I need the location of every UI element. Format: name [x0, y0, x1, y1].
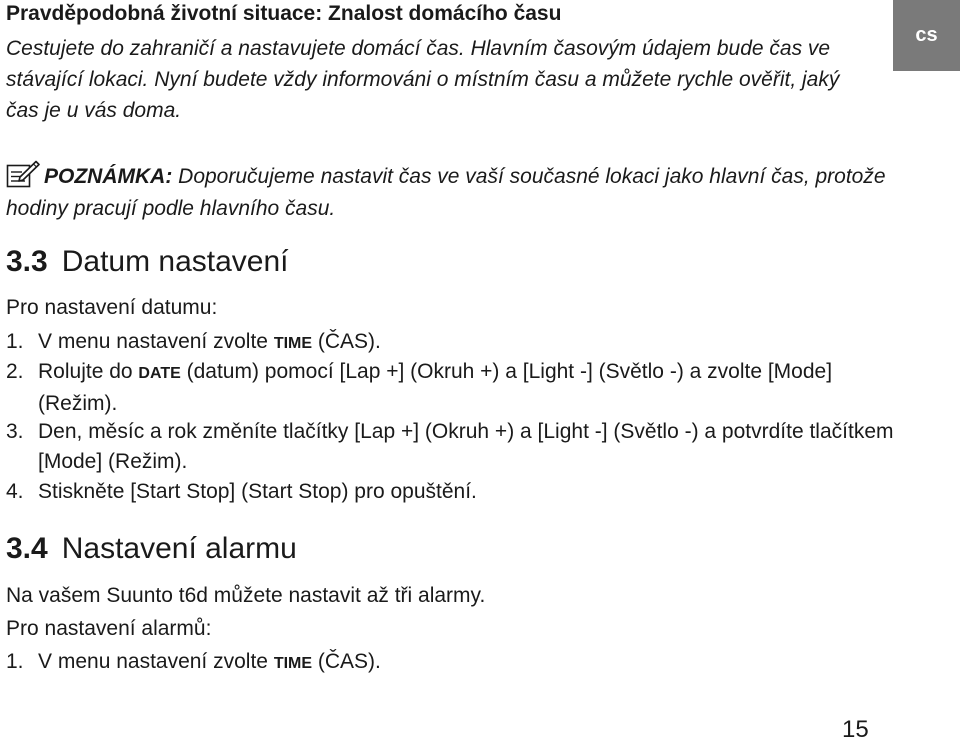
page-number: 15 [842, 716, 869, 743]
step-text: Rolujte do DATE (datum) pomocí [Lap +] (Okruh +) a [Light -] (Světlo -) a zvolte [Mode] (Režim). [38, 360, 833, 415]
note-text: Doporučujeme nastavit čas ve vaší současné lokaci jako hlavní čas, protože hodiny pracují podle hlavního času. [6, 165, 886, 220]
step-text: Stiskněte [Start Stop] (Start Stop) pro opuštění. [38, 480, 477, 503]
step-text: Den, měsíc a rok změníte tlačítky [Lap +] (Okruh +) a [Light -] (Světlo -) a potvrdíte tlačítkem [Mode] (Režim). [38, 420, 894, 473]
section-heading-alarm [6, 532, 297, 566]
list-item [6, 357, 906, 419]
situation-title: Pravděpodobná životní situace: Znalost domácího času [6, 2, 562, 25]
step-number: 3. [6, 420, 24, 443]
list-item [6, 327, 906, 359]
menu-keyword: TIME [273, 655, 313, 672]
section-intro: Pro nastavení datumu: [6, 296, 218, 319]
note-block [6, 160, 886, 225]
section-title: Nastavení alarmu [61, 532, 297, 565]
note-pencil-icon [6, 160, 40, 188]
language-badge: cs [893, 0, 960, 71]
section-intro: Pro nastavení alarmů: [6, 617, 212, 640]
step-number: 1. [6, 650, 24, 673]
step-number: 2. [6, 360, 24, 383]
section-heading-date [6, 245, 289, 279]
list-item [6, 417, 906, 477]
situation-text: Cestujete do zahraničí a nastavujete domácí čas. Hlavním časovým údajem bude čas ve stávající lokaci. Nyní budete vždy informováni o místním času a můžete rychle ověřit, jaký čas je u vás doma. [6, 37, 840, 122]
section-text: Na vašem Suunto t6d můžete nastavit až tři alarmy. [6, 584, 486, 607]
section-title: Datum nastavení [61, 245, 289, 278]
list-item [6, 647, 906, 679]
list-item [6, 477, 906, 507]
menu-keyword: DATE [138, 365, 181, 382]
step-text: V menu nastavení zvolte TIME (ČAS). [38, 650, 381, 673]
step-text: V menu nastavení zvolte TIME (ČAS). [38, 330, 381, 353]
step-number: 1. [6, 330, 24, 353]
note-label: POZNÁMKA: [44, 165, 173, 188]
menu-keyword: TIME [273, 335, 313, 352]
section-number: 3.4 [6, 532, 48, 565]
step-number: 4. [6, 480, 24, 503]
section-number: 3.3 [6, 245, 48, 278]
